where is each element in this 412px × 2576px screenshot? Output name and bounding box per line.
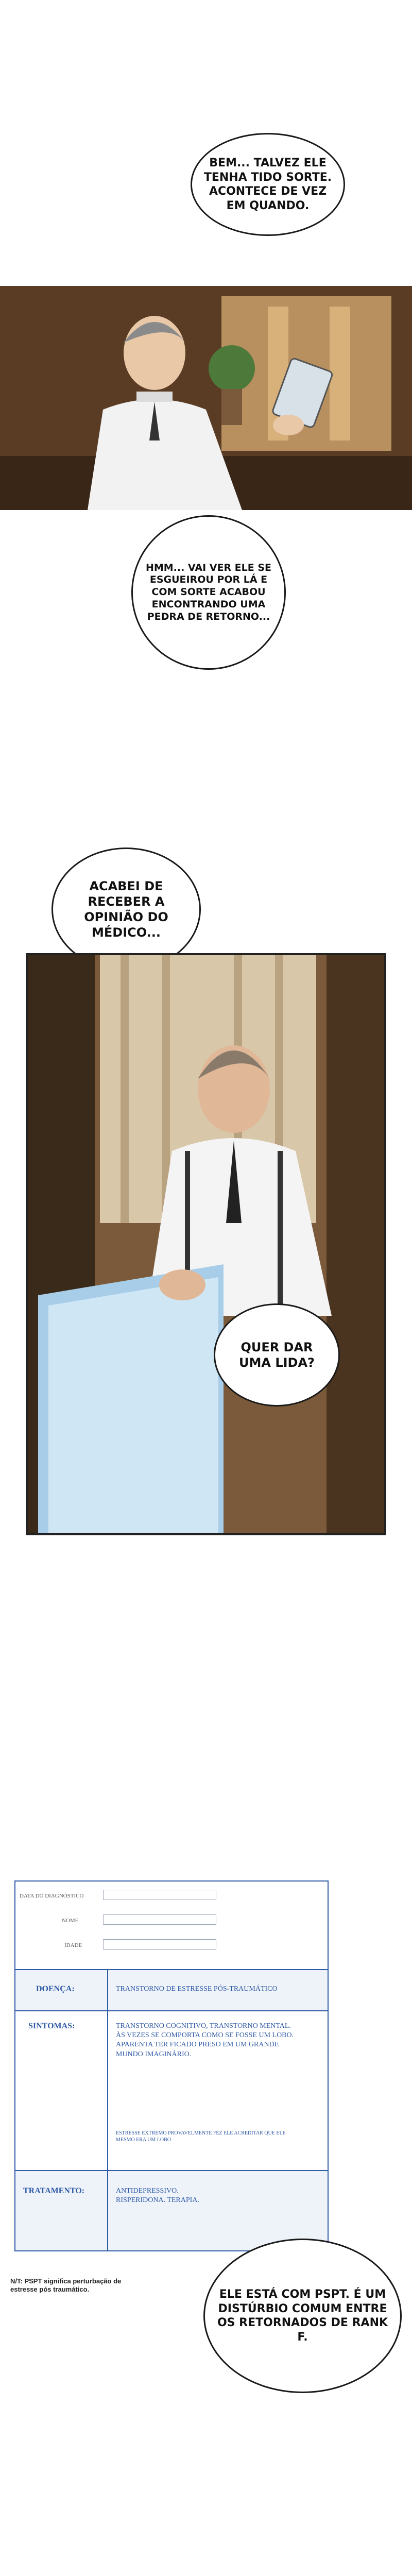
speech-bubble-4: QUER DAR UMA LIDA?: [214, 1303, 340, 1406]
speech-bubble-3: ACABEI DE RECEBER A OPINIÃO DO MÉDICO...: [52, 848, 201, 971]
diagnosis-form: [14, 1880, 329, 2251]
speech-bubble-5: ELE ESTÁ COM PSPT. É UM DISTÚRBIO COMUM ENTRE OS RETORNADOS DE RANK F.: [203, 2239, 402, 2393]
form-row-symptoms: [15, 2010, 328, 2171]
speech-bubble-2: HMM... VAI VER ELE SE ESGUEIROU POR LÁ E COM SORTE ACABOU ENCONTRANDO UMA PEDRA DE RETORNO...: [131, 515, 286, 670]
form-row-treatment: [15, 2170, 328, 2251]
field-label-age: IDADE: [64, 1942, 82, 1948]
field-name: [103, 1914, 216, 1925]
doctor-opinion-illustration: [28, 955, 386, 1535]
field-label-date: DATA DO DIAGNÓSTICO: [20, 1893, 84, 1899]
row-extra-symptoms: ESTRESSE EXTREMO PROVAVELMENTE FEZ ELE ACREDITAR QUE ELE MESMO ERA UM LOBO: [116, 2130, 286, 2143]
field-age: [103, 1939, 216, 1950]
panel-office-doctor-opinion: [26, 953, 386, 1535]
row-key-symptoms: SINTOMAS:: [28, 2022, 75, 2030]
row-value-symptoms: TRANSTORNO COGNITIVO, TRANSTORNO MENTAL. ÀS VEZES SE COMPORTA COMO SE FOSSE UM LOBO. APARENTA TER FICADO PRESO EM UM GRANDE MUNDO IMAGINÁRIO.: [116, 2022, 294, 2058]
office-scene-illustration: [0, 286, 412, 510]
field-label-name: NOME: [62, 1918, 79, 1924]
row-value-treatment: ANTIDEPRESSIVO. RISPERIDONA. TERAPIA.: [116, 2187, 199, 2205]
panel-office-man-tablet: [0, 286, 412, 510]
speech-bubble-1: BEM... TALVEZ ELE TENHA TIDO SORTE. ACONTECE DE VEZ EM QUANDO.: [191, 133, 345, 236]
form-row-disease: [15, 1969, 328, 2011]
row-key-treatment: TRATAMENTO:: [23, 2187, 85, 2195]
row-key-disease: DOENÇA:: [36, 1985, 75, 1993]
row-value-disease: TRANSTORNO DE ESTRESSE PÓS-TRAUMÁTICO: [116, 1985, 278, 1993]
field-date: [103, 1890, 216, 1900]
translator-note: N/T: PSPT significa perturbação de estresse pós traumático.: [10, 2277, 122, 2293]
